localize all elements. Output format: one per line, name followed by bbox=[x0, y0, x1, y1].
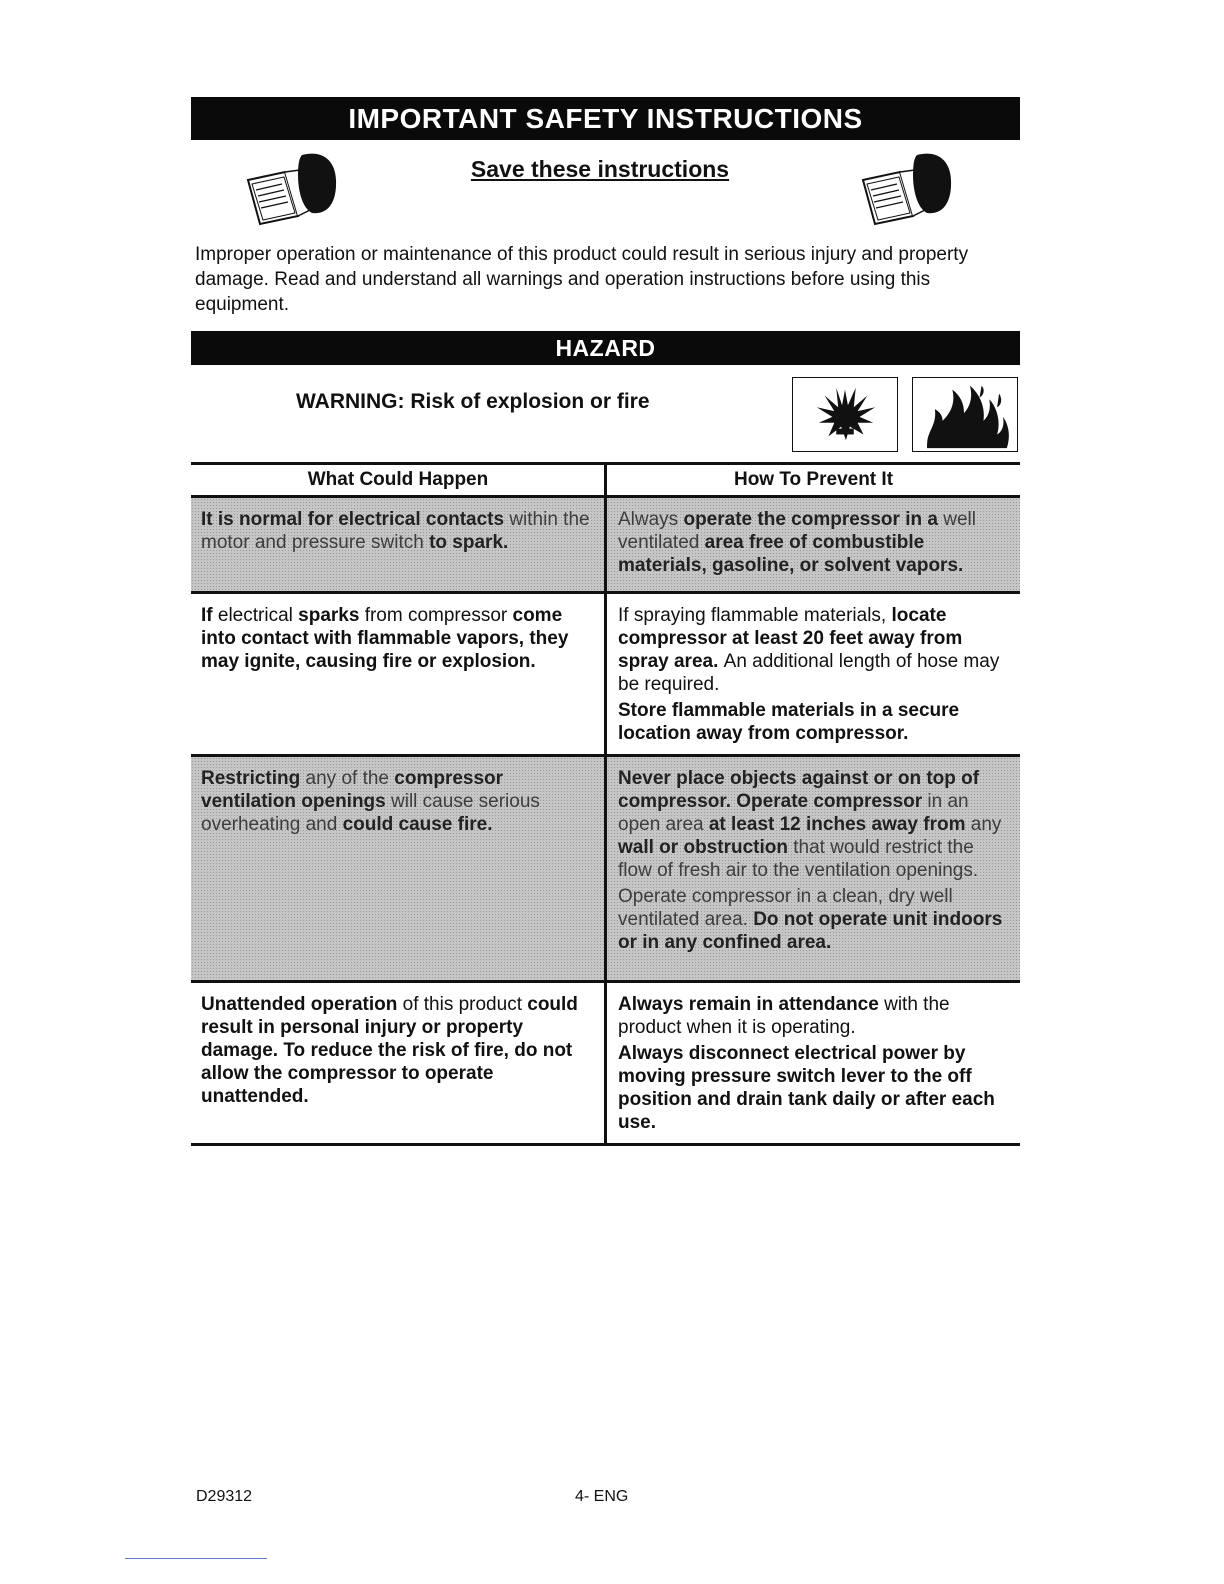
table-row bbox=[191, 498, 1020, 594]
body-text: of this product bbox=[402, 994, 528, 1015]
bold-text: sparks bbox=[298, 605, 365, 626]
bold-text: Restricting bbox=[201, 768, 306, 789]
table-row bbox=[191, 757, 1020, 983]
save-instructions-heading: Save these instructions bbox=[470, 156, 730, 182]
body-text: any bbox=[970, 814, 1002, 835]
bold-text: If bbox=[201, 605, 218, 626]
bold-text: Unattended operation bbox=[201, 994, 403, 1015]
bold-text: Never place objects against or on top of compressor. Operate compressor bbox=[618, 768, 980, 812]
cell-paragraph bbox=[618, 508, 1010, 577]
cell-what-could-happen bbox=[191, 757, 604, 980]
cell-paragraph bbox=[201, 604, 594, 673]
hazard-banner: HAZARD bbox=[191, 331, 1020, 365]
bold-text: Store flammable materials in a secure location away from compressor. bbox=[618, 700, 960, 744]
cell-paragraph bbox=[201, 767, 594, 836]
footer-page-number: 4- ENG bbox=[575, 1488, 629, 1505]
body-text: will cause serious overheating and bbox=[201, 791, 540, 835]
bold-text: at least 12 inches away from bbox=[708, 814, 971, 835]
footer-divider bbox=[125, 1558, 267, 1559]
bold-text: area free of combustible materials, gasoline, or solvent vapors. bbox=[618, 532, 964, 576]
bold-text: wall or obstruction bbox=[618, 837, 794, 858]
table-header-row bbox=[191, 462, 1020, 498]
bold-text: compressor ventilation openings bbox=[201, 768, 504, 812]
cell-what-could-happen bbox=[191, 498, 604, 591]
cell-paragraph bbox=[618, 993, 1010, 1039]
body-text: within the motor and pressure switch bbox=[201, 509, 590, 553]
bold-text: It is normal for electrical contacts bbox=[201, 509, 510, 530]
warning-text: WARNING: Risk of explosion or fire bbox=[296, 390, 650, 413]
cell-how-to-prevent bbox=[607, 498, 1020, 591]
cell-paragraph bbox=[618, 885, 1010, 954]
bold-text: come into contact with flammable vapors, they may ignite, causing fire or explosion. bbox=[201, 605, 569, 672]
cell-what-could-happen bbox=[191, 594, 604, 754]
cell-paragraph bbox=[201, 993, 594, 1108]
hazard-table bbox=[191, 462, 1020, 1146]
body-text: If spraying flammable materials, bbox=[618, 605, 892, 626]
bold-text: Always remain in attendance bbox=[618, 994, 885, 1015]
body-text: in an open area bbox=[618, 791, 969, 835]
cell-how-to-prevent bbox=[607, 594, 1020, 754]
cell-paragraph bbox=[618, 699, 1010, 745]
column-header-how-to-prevent: How To Prevent It bbox=[733, 469, 894, 490]
bold-text: to spark. bbox=[429, 532, 509, 553]
cell-paragraph bbox=[201, 508, 594, 554]
body-text: any of the bbox=[305, 768, 395, 789]
read-manual-icon bbox=[855, 150, 955, 230]
body-text: from compressor bbox=[364, 605, 513, 626]
cell-paragraph bbox=[618, 767, 1010, 882]
fire-icon bbox=[912, 377, 1018, 452]
bold-text: Do not operate unit indoors or in any confined area. bbox=[618, 909, 1003, 953]
explosion-icon bbox=[792, 377, 898, 452]
column-header-what-could-happen: What Could Happen bbox=[307, 469, 489, 490]
read-manual-icon bbox=[240, 150, 340, 230]
bold-text: operate the compressor in a bbox=[683, 509, 944, 530]
footer-document-code: D29312 bbox=[196, 1488, 253, 1505]
bold-text: could cause fire. bbox=[342, 814, 493, 835]
table-row bbox=[191, 983, 1020, 1146]
intro-paragraph: Improper operation or maintenance of this product could result in serious injury and property damage. Read and understand all warnings and operation instructions before using this equipment. bbox=[195, 244, 969, 315]
cell-how-to-prevent bbox=[607, 983, 1020, 1143]
bold-text: could result in personal injury or property damage. To reduce the risk of fire, do not allow the compressor to operate unattended. bbox=[201, 994, 578, 1107]
cell-paragraph bbox=[618, 1042, 1010, 1134]
body-text: Always bbox=[618, 509, 684, 530]
body-text: with the product when it is operating. bbox=[618, 994, 950, 1038]
body-text: electrical bbox=[217, 605, 299, 626]
page-title-banner: IMPORTANT SAFETY INSTRUCTIONS bbox=[191, 97, 1020, 140]
cell-paragraph bbox=[618, 604, 1010, 696]
body-text: An additional length of hose may be required. bbox=[618, 651, 1000, 695]
cell-what-could-happen bbox=[191, 983, 604, 1143]
body-text: Operate compressor in a clean, dry well ventilated area. bbox=[618, 886, 953, 930]
body-text: well ventilated bbox=[618, 509, 976, 553]
table-row bbox=[191, 594, 1020, 757]
cell-how-to-prevent bbox=[607, 757, 1020, 980]
bold-text: Always disconnect electrical power by moving pressure switch lever to the off position and drain tank daily or after each use. bbox=[618, 1043, 995, 1133]
body-text: that would restrict the flow of fresh air to the ventilation openings. bbox=[618, 837, 979, 881]
bold-text: locate compressor at least 20 feet away from spray area. bbox=[618, 605, 963, 672]
